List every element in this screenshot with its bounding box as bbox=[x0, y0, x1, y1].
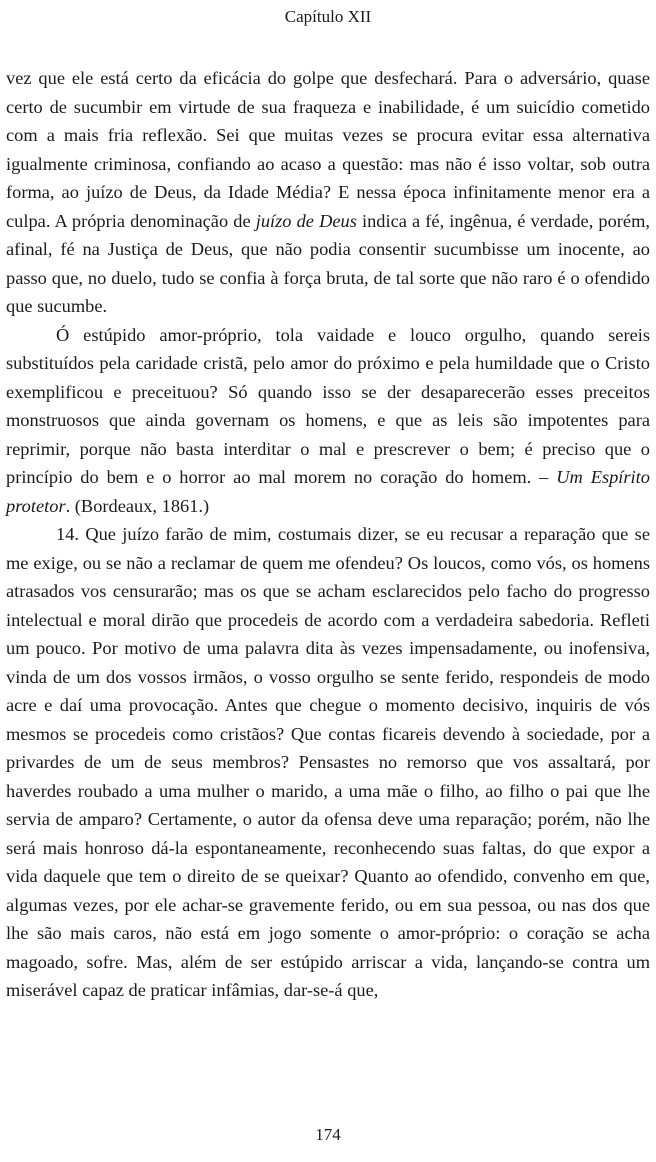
paragraph-2-attribution-italic: Um Espírito protetor bbox=[6, 467, 650, 516]
paragraph-1-italic-phrase: juízo de Deus bbox=[255, 210, 357, 231]
paragraph-3 bbox=[6, 520, 650, 1005]
paragraph-2-text-b: . (Bordeaux, 1861.) bbox=[65, 495, 210, 516]
paragraph-1-text-a: vez que ele está certo da eficácia do golpe que desfechará. Para o adversário, quase certo de sucumbir em virtude de sua fraqueza e inabilidade, é um suicídio cometido com a mais fria reflexão. Sei que muitas vezes se procura evitar essa alternativa igualmente criminosa, confiando ao acaso a questão: mas não é isso voltar, sob outra forma, ao juízo de Deus, da Idade Média? E nessa época infinitamente menor era a culpa. A própria denominação de bbox=[6, 68, 650, 231]
paragraph-3-text: 14. Que juízo farão de mim, costumais dizer, se eu recusar a reparação que se me exige, ou se não a reclamar de quem me ofendeu? Os loucos, como vós, os homens atrasados vos censurarão; mas os que se acham esclarecidos pelo facho do progresso intelectual e moral dirão que procedeis de acordo com a verdadeira sabedoria. Refleti um pouco. Por motivo de uma palavra dita às vezes impensadamente, ou inofensiva, vinda de um dos vossos irmãos, o vosso orgulho se sente ferido, respondeis de modo acre e daí uma provocação. Antes que chegue o momento decisivo, inquiris de vós mesmos se procedeis como cristãos? Que contas ficareis devendo à sociedade, por a privardes de um de seus membros? Pensastes no remorso que vos assaltará, por haverdes roubado a uma mulher o marido, a uma mãe o filho, ao filho o pai que lhe servia de amparo? Certamente, o autor da ofensa deve uma reparação; porém, não lhe será mais honroso dá-la espontaneamente, reconhecendo suas faltas, do que expor a vida daquele que tem o direito de se queixar? Quanto ao ofendido, convenho em que, algumas vezes, por ele achar-se gravemente ferido, ou em sua pessoa, ou nas dos que lhe são mais caros, não está em jogo somente o amor-próprio: o coração se acha magoado, sofre. Mas, além de ser estúpido arriscar a vida, lançando-se contra um miserável capaz de praticar infâmias, dar-se-á que, bbox=[6, 524, 650, 1000]
paragraph-1 bbox=[6, 64, 650, 321]
paragraph-1-text-b: indica a fé, ingênua, é verdade, porém, afinal, fé na Justiça de Deus, que não podia consentir sucumbisse um inocente, ao passo que, no duelo, tudo se confia à força bruta, de tal sorte que não raro é o ofendido que sucumbe. bbox=[6, 210, 650, 316]
chapter-running-head: Capítulo XII bbox=[284, 7, 372, 26]
page-body-text bbox=[6, 64, 650, 1005]
paragraph-2 bbox=[6, 321, 650, 521]
page-number: 174 bbox=[315, 1125, 341, 1144]
paragraph-2-text-a: Ó estúpido amor-próprio, tola vaidade e louco orgulho, quando sereis substituídos pela caridade cristã, pelo amor do próximo e pela humildade que o Cristo exemplificou e preceituou? Só quando isso se der desaparecerão esses preceitos monstruosos que ainda governam os homens, e que as leis são impotentes para reprimir, porque não basta interditar o mal e prescrever o bem; é preciso que o princípio do bem e o horror ao mal morem no coração do homem. – bbox=[6, 324, 650, 487]
